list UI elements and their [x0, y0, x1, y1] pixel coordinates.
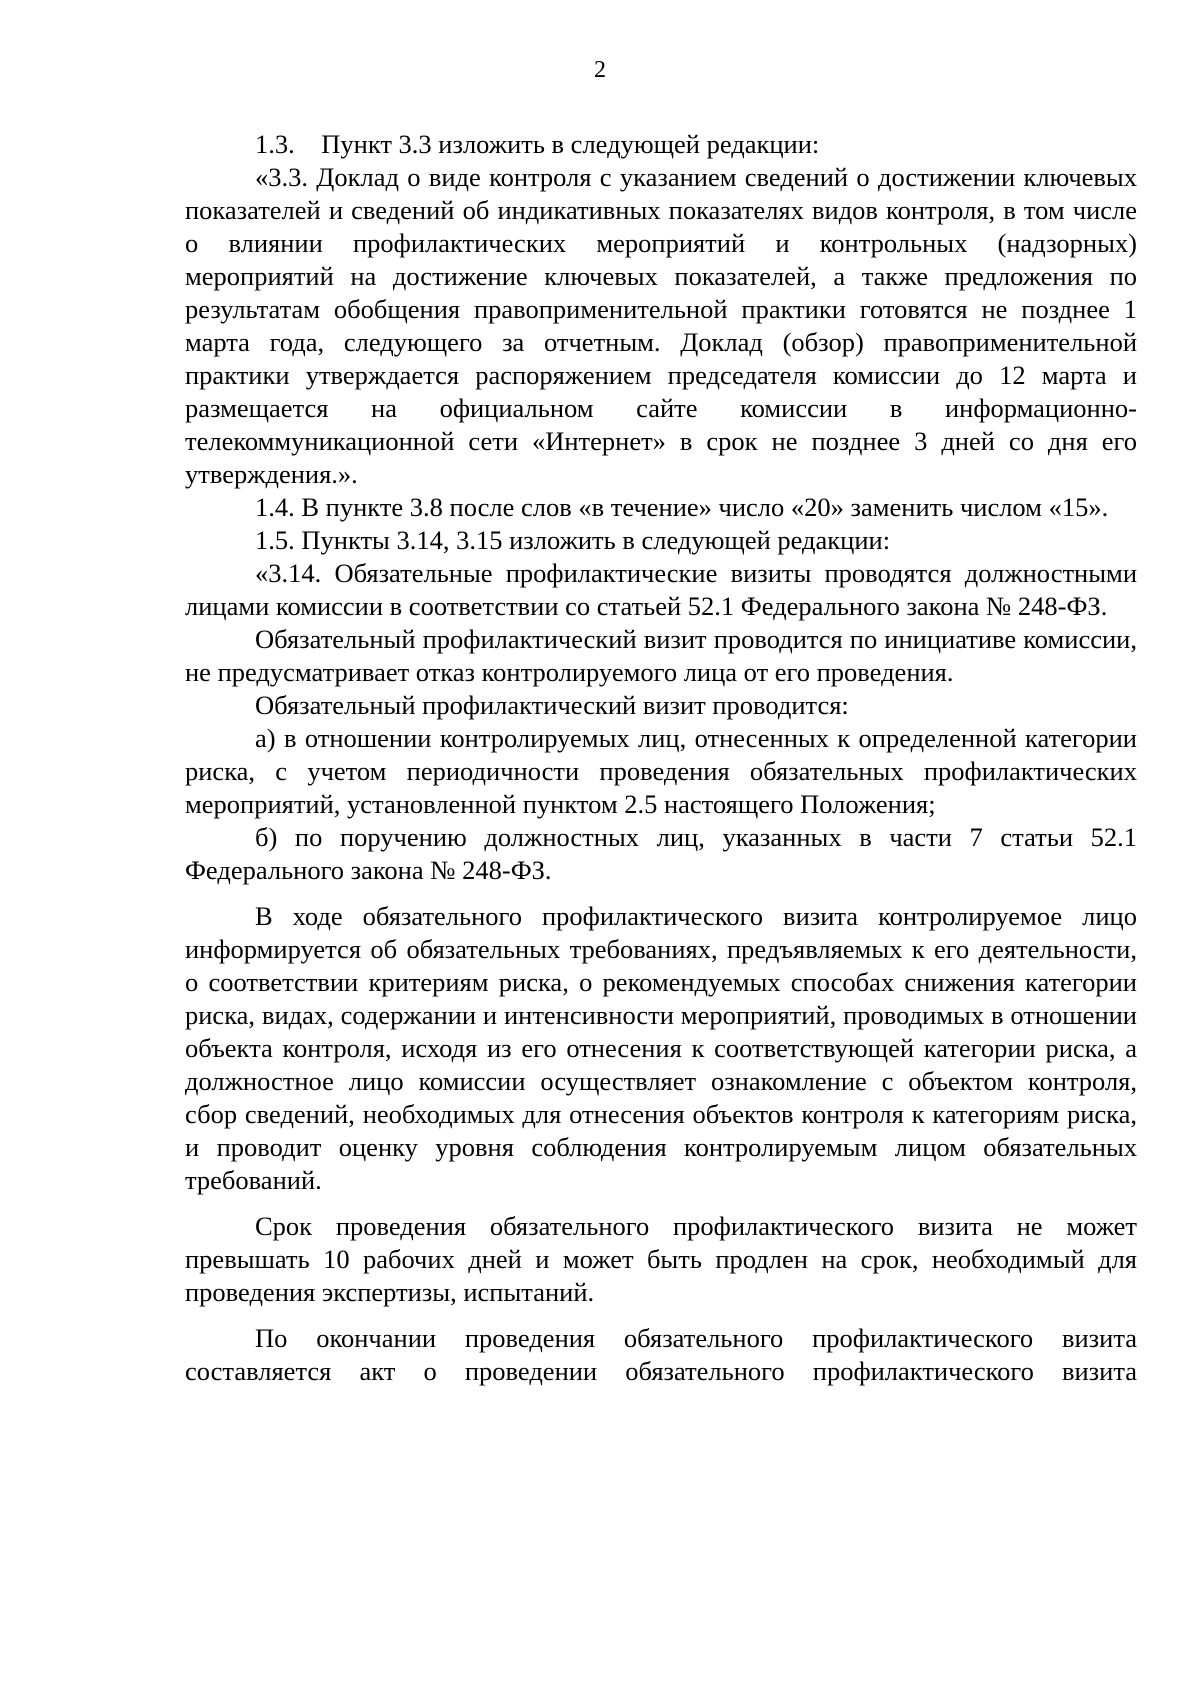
paragraph-1-5: 1.5. Пункты 3.14, 3.15 изложить в следующей редакции: [255, 525, 891, 555]
paragraph-visit-informing: В ходе обязательного профилактического визита контролируемое лицо информируется об обязательных требованиях, предъявляемых к его деятельности, о соответствии критериям риска, о рекомендуемых способах снижения категории риска, видах, содержании и интенсивности мероприятий, проводимых в отношении объекта контроля, исходя из его отнесения к соответствующей категории риска, а должностное лицо комиссии осуществляет ознакомление с объектом контроля, сбор сведений, необходимых для отнесения объектов контроля к категориям риска, и проводит оценку уровня соблюдения контролируемым лицом обязательных требований. [185, 901, 1137, 1195]
list-item-b: б) по поручению должностных лиц, указанных в части 7 статьи 52.1 Федерального закона № 248-ФЗ. [185, 822, 1137, 885]
paragraph-3-3-quote: «3.3. Доклад о виде контроля с указанием сведений о достижении ключевых показателей и сведений об индикативных показателях видов контроля, в том числе о влиянии профилактических мероприятий и контрольных (надзорных) мероприятий на достижение ключевых показателей, а также предложения по результатам обобщения правоприменительной практики готовятся не позднее 1 марта года, следующего за отчетным. Доклад (обзор) правоприменительной практики утверждается распоряжением председателя комиссии до 12 марта и размещается на официальном сайте комиссии в информационно-телекоммуникационной сети «Интернет» в срок не позднее 3 дней со дня его утверждения.». [185, 162, 1137, 489]
paragraph-1-3: 1.3. Пункт 3.3 изложить в следующей редакции: [255, 129, 820, 159]
paragraph-1-4: 1.4. В пункте 3.8 после слов «в течение» число «20» заменить числом «15». [255, 492, 1109, 522]
paragraph-visit-conducted: Обязательный профилактический визит проводится: [255, 690, 849, 720]
document-body [185, 128, 1137, 1388]
paragraph-visit-act: По окончании проведения обязательного профилактического визита составляется акт о проведении обязательного профилактического визита [185, 1323, 1137, 1386]
paragraph-visit-initiative: Обязательный профилактический визит проводится по инициативе комиссии, не предусматривает отказ контролируемого лица от его проведения. [185, 624, 1137, 687]
list-item-a: а) в отношении контролируемых лиц, отнесенных к определенной категории риска, с учетом периодичности проведения обязательных профилактических мероприятий, установленной пунктом 2.5 настоящего Положения; [185, 723, 1137, 819]
page-number: 2 [594, 57, 606, 83]
paragraph-visit-duration: Срок проведения обязательного профилактического визита не может превышать 10 рабочих дней и может быть продлен на срок, необходимый для проведения экспертизы, испытаний. [185, 1211, 1137, 1307]
paragraph-3-14-quote: «3.14. Обязательные профилактические визиты проводятся должностными лицами комиссии в соответствии со статьей 52.1 Федерального закона № 248-ФЗ. [185, 558, 1137, 621]
